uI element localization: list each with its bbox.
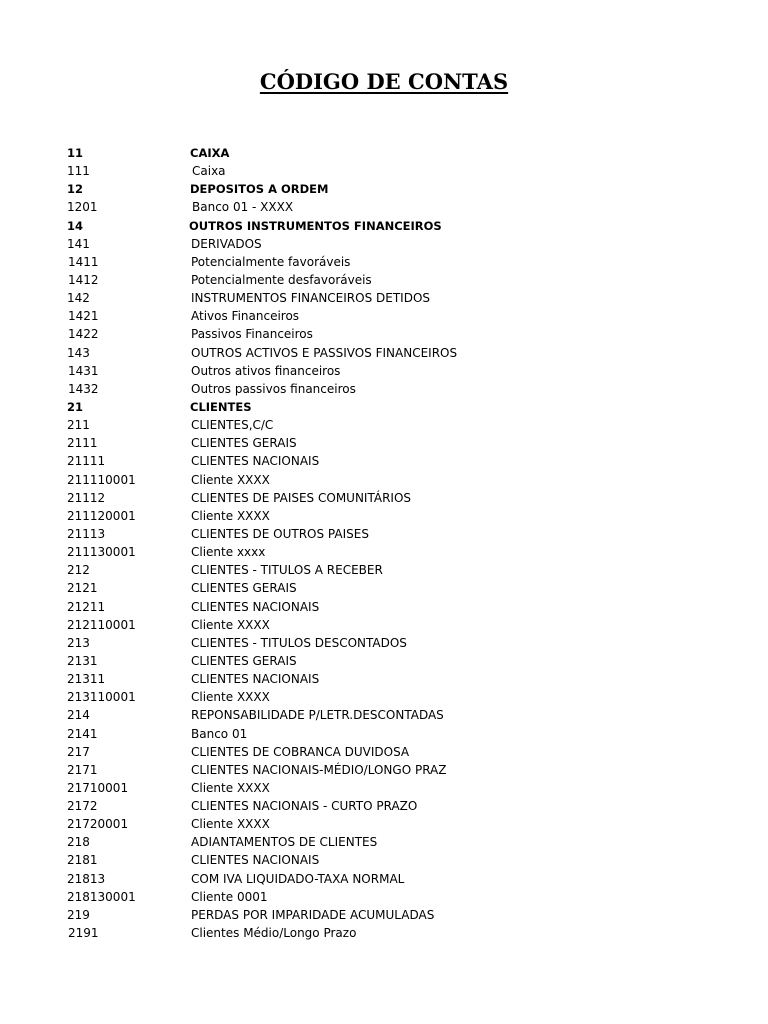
account-code: 1422 [68,327,99,342]
account-row [0,525,768,543]
account-row [0,924,768,942]
account-name: COM IVA LIQUIDADO-TAXA NORMAL [191,871,405,886]
account-code: 218 [67,835,90,850]
account-row [0,380,768,398]
account-row [0,743,768,761]
account-row [0,579,768,597]
account-row [0,833,768,851]
page-title: CÓDIGO DE CONTAS [259,69,509,94]
account-row [0,688,768,706]
account-name: Banco 01 - XXXX [192,200,294,215]
account-name: DERIVADOS [191,236,262,251]
account-code: 1412 [68,272,99,287]
account-row [0,779,768,797]
account-name: CLIENTES GERAIS [191,653,297,668]
account-name: INSTRUMENTOS FINANCEIROS DETIDOS [191,291,431,306]
account-row [0,543,768,561]
account-code: 143 [67,345,90,360]
account-row [0,906,768,924]
account-name: CLIENTES NACIONAIS - CURTO PRAZO [191,799,418,814]
account-name: PERDAS POR IMPARIDADE ACUMULADAS [191,907,435,922]
account-name: CLIENTES,C/C [191,418,274,433]
account-code: 212 [67,563,90,578]
account-code: 2131 [67,653,98,668]
account-code: 141 [67,236,90,251]
account-name: Potencialmente desfavoráveis [191,272,372,287]
account-code: 218130001 [67,889,136,904]
account-name: CLIENTES - TITULOS A RECEBER [191,563,383,578]
account-name: CLIENTES GERAIS [191,581,297,596]
account-code: 2191 [68,926,99,941]
account-name: Passivos Financeiros [191,327,313,342]
account-row [0,307,768,325]
account-row [0,888,768,906]
account-name: Cliente XXXX [191,817,270,832]
account-row [0,561,768,579]
account-code: 1431 [68,363,99,378]
account-row [0,398,768,416]
account-row [0,797,768,815]
accounts-list [0,144,768,942]
account-name: Outros ativos financeiros [191,363,341,378]
account-name: CLIENTES NACIONAIS [191,599,320,614]
account-code: 211120001 [67,508,136,523]
account-name: CLIENTES NACIONAIS [191,853,320,868]
account-row [0,598,768,616]
account-name: CLIENTES GERAIS [191,436,297,451]
account-code: 2171 [67,762,98,777]
account-code: 21 [67,399,84,414]
account-code: 217 [67,744,90,759]
account-name: CLIENTES NACIONAIS [191,454,320,469]
account-name: CLIENTES - TITULOS DESCONTADOS [191,635,407,650]
account-row [0,362,768,380]
account-name: CLIENTES NACIONAIS [191,672,320,687]
account-code: 2181 [67,853,98,868]
account-code: 2121 [67,581,98,596]
account-name: CLIENTES [190,399,252,414]
account-code: 219 [67,907,90,922]
account-row [0,706,768,724]
account-code: 1411 [68,254,99,269]
account-code: 213110001 [67,690,136,705]
account-row [0,452,768,470]
account-code: 21311 [67,672,106,687]
account-row [0,289,768,307]
account-code: 2111 [67,436,98,451]
account-name: Cliente XXXX [191,780,270,795]
account-code: 21112 [67,490,106,505]
account-row [0,652,768,670]
account-code: 111 [67,164,90,179]
account-row [0,434,768,452]
account-name: Cliente XXXX [191,617,270,632]
account-row [0,180,768,198]
account-name: OUTROS ACTIVOS E PASSIVOS FINANCEIROS [191,345,458,360]
account-code: 142 [67,291,90,306]
account-code: 2172 [67,799,98,814]
account-code: 213 [67,635,90,650]
account-code: 11 [67,146,84,160]
account-name: Clientes Médio/Longo Prazo [191,926,357,941]
account-name: DEPOSITOS A ORDEM [190,182,329,197]
account-row [0,162,768,180]
account-code: 21211 [67,599,106,614]
account-name: Caixa [192,164,226,179]
account-name: OUTROS INSTRUMENTOS FINANCEIROS [189,218,442,233]
account-row [0,870,768,888]
account-row [0,634,768,652]
account-name: ADIANTAMENTOS DE CLIENTES [191,835,378,850]
account-row [0,489,768,507]
account-row [0,344,768,362]
account-row [0,851,768,869]
account-code: 12 [67,182,84,197]
account-row [0,325,768,343]
account-row [0,725,768,743]
account-code: 1432 [68,381,99,396]
account-name: REPONSABILIDADE P/LETR.DESCONTADAS [191,708,444,723]
account-name: Cliente XXXX [191,690,270,705]
account-name: Cliente xxxx [191,545,266,560]
account-row [0,616,768,634]
account-name: CLIENTES DE COBRANCA DUVIDOSA [191,744,410,759]
account-code: 211 [67,418,90,433]
account-row [0,507,768,525]
account-name: CLIENTES DE OUTROS PAISES [191,526,369,541]
account-name: Cliente XXXX [191,472,270,487]
account-name: Cliente 0001 [191,889,268,904]
account-code: 21813 [67,871,106,886]
account-code: 211130001 [67,545,136,560]
account-name: Cliente XXXX [191,508,270,523]
account-row [0,815,768,833]
account-code: 214 [67,708,90,723]
account-code: 21720001 [67,817,129,832]
account-name: CLIENTES DE PAISES COMUNITÁRIOS [191,490,412,505]
account-code: 1201 [67,200,98,215]
account-name: Banco 01 [191,726,248,741]
account-row [0,235,768,253]
account-row [0,761,768,779]
account-row [0,144,768,162]
account-row [0,271,768,289]
account-name: Potencialmente favoráveis [191,254,351,269]
account-name: CAIXA [190,146,230,160]
account-row [0,670,768,688]
account-code: 212110001 [67,617,136,632]
account-row [0,217,768,235]
account-code: 1421 [68,309,99,324]
account-row [0,253,768,271]
account-name: CLIENTES NACIONAIS-MÉDIO/LONGO PRAZ [191,762,447,777]
account-row [0,416,768,434]
account-code: 21710001 [67,780,129,795]
account-code: 21113 [67,526,106,541]
account-code: 211110001 [67,472,136,487]
account-name: Outros passivos financeiros [191,381,356,396]
account-code: 21111 [67,454,106,469]
account-row [0,471,768,489]
account-name: Ativos Financeiros [191,309,300,324]
account-code: 2141 [67,726,98,741]
account-row [0,198,768,216]
account-code: 14 [67,218,84,233]
